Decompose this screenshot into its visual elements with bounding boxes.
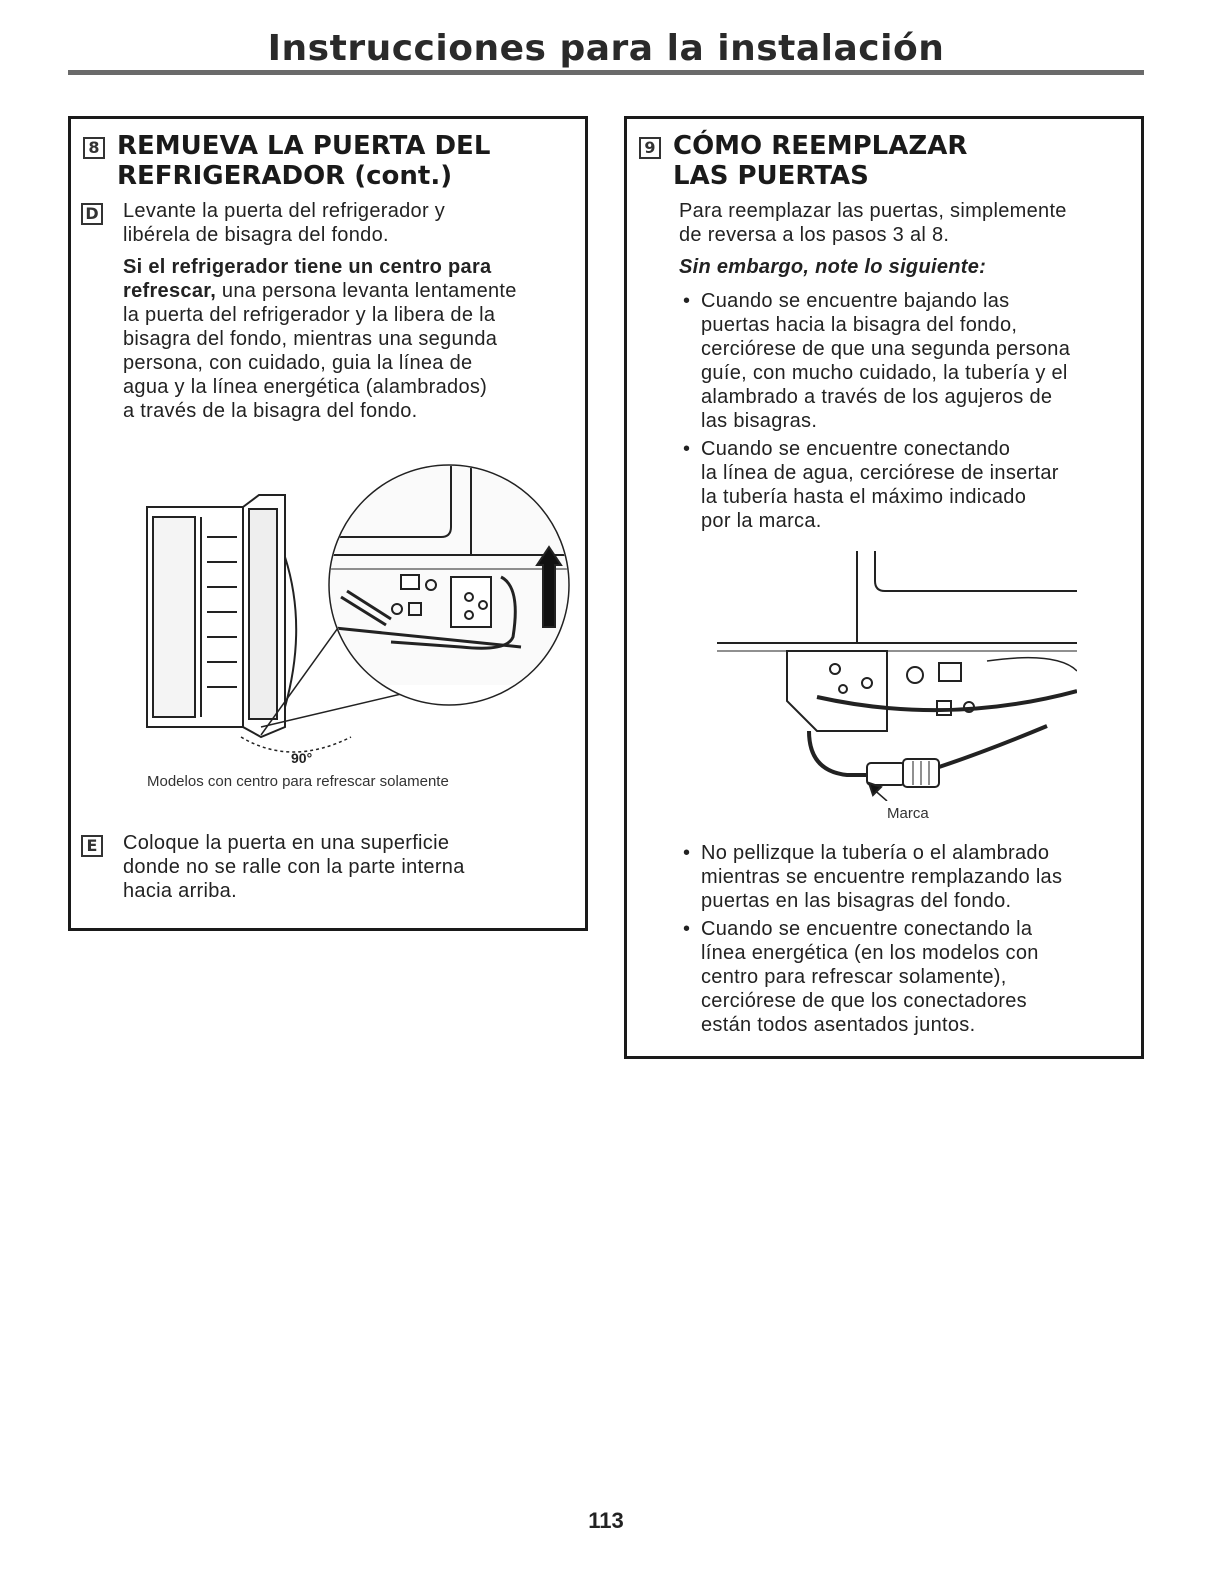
- hinge-tubing-illustration: [717, 551, 1077, 801]
- step-title-line: LAS PUERTAS: [673, 161, 869, 191]
- step-8-heading: [83, 131, 490, 191]
- step-title-line: REFRIGERADOR (cont.): [117, 161, 453, 191]
- figure-caption: Modelos con centro para refrescar solamente: [147, 773, 449, 790]
- text-line: están todos asentados juntos.: [701, 1014, 976, 1036]
- text-line: la línea de agua, cerciórese de insertar: [701, 462, 1059, 484]
- text-line: libérela de bisagra del fondo.: [123, 224, 389, 246]
- bullet-list-bottom: [679, 841, 1139, 1041]
- page-title: Instrucciones para la instalación: [267, 28, 945, 69]
- step-title: [673, 131, 967, 191]
- note-bold-line: Si el refrigerador tiene un centro para: [123, 256, 492, 278]
- step-title: [117, 131, 490, 191]
- text-line: No pellizque la tubería o el alambrado: [701, 842, 1050, 864]
- note-heading: Sin embargo, note lo siguiente:: [679, 256, 987, 278]
- step-8-box: [68, 116, 588, 931]
- page-number: 113: [588, 1508, 624, 1533]
- step-title-line: CÓMO REEMPLAZAR: [673, 131, 968, 161]
- bullet-list-top: [679, 289, 1139, 537]
- text-line: a través de la bisagra del fondo.: [123, 400, 418, 422]
- text-line: Levante la puerta del refrigerador y: [123, 200, 446, 222]
- step-number-badge: 9: [639, 137, 661, 159]
- step-title-line: REMUEVA LA PUERTA DEL: [117, 131, 491, 161]
- note-paragraph: [123, 255, 578, 423]
- text-line: línea energética (en los modelos con: [701, 942, 1039, 964]
- text-line: Cuando se encuentre conectando la: [701, 918, 1033, 940]
- text-line: de reversa a los pasos 3 al 8.: [679, 224, 950, 246]
- marca-label: Marca: [887, 805, 929, 822]
- page-header: [68, 24, 1144, 76]
- text-line: puertas en las bisagras del fondo.: [701, 890, 1012, 912]
- text-line: persona, con cuidado, guia la línea de: [123, 352, 473, 374]
- substep-e-text: [123, 831, 578, 903]
- text-line: Cuando se encuentre bajando las: [701, 290, 1010, 312]
- bullet-glyph: •: [683, 438, 691, 460]
- angle-label: 90°: [291, 750, 313, 766]
- step-9-box: [624, 116, 1144, 1059]
- text-line: mientras se encuentre remplazando las: [701, 866, 1063, 888]
- text-line: agua y la línea energética (alambrados): [123, 376, 488, 398]
- list-item: [679, 289, 1139, 433]
- text-line: la puerta del refrigerador y la libera de la: [123, 304, 496, 326]
- text-line: hacia arriba.: [123, 880, 237, 902]
- text-line: las bisagras.: [701, 410, 818, 432]
- text-line: la tubería hasta el máximo indicado: [701, 486, 1027, 508]
- text-line: cerciórese de que una segunda persona: [701, 338, 1071, 360]
- substep-letter: E: [81, 835, 103, 857]
- intro-text: [679, 199, 1139, 279]
- substep-e-badge: [81, 835, 103, 857]
- substep-letter: D: [81, 203, 103, 225]
- text-line: donde no se ralle con la parte interna: [123, 856, 465, 878]
- text-line: por la marca.: [701, 510, 822, 532]
- text-line: Para reemplazar las puertas, simplemente: [679, 200, 1067, 222]
- list-item: [679, 437, 1139, 533]
- header-rule: [68, 70, 1144, 75]
- text-line: Coloque la puerta en una superficie: [123, 832, 450, 854]
- bullet-glyph: •: [683, 842, 691, 864]
- substep-d-text: [123, 199, 578, 423]
- refrigerator-door-illustration: [121, 437, 581, 767]
- step-9-heading: [639, 131, 967, 191]
- text-line: alambrado a través de los agujeros de: [701, 386, 1053, 408]
- text-line: bisagra del fondo, mientras una segunda: [123, 328, 498, 350]
- text-line: puertas hacia la bisagra del fondo,: [701, 314, 1018, 336]
- text-line: cerciórese de que los conectadores: [701, 990, 1027, 1012]
- text-line: centro para refrescar solamente),: [701, 966, 1007, 988]
- bullet-glyph: •: [683, 290, 691, 312]
- substep-d-badge: [81, 203, 103, 225]
- step-number-badge: 8: [83, 137, 105, 159]
- text-line: [123, 279, 578, 303]
- text-line: guíe, con mucho cuidado, la tubería y el: [701, 362, 1068, 384]
- note-bold-word: refrescar,: [123, 280, 217, 302]
- text-line: Cuando se encuentre conectando: [701, 438, 1011, 460]
- bullet-glyph: •: [683, 918, 691, 940]
- note-rest: una persona levanta lentamente: [216, 280, 517, 302]
- list-item: [679, 917, 1139, 1037]
- list-item: [679, 841, 1139, 913]
